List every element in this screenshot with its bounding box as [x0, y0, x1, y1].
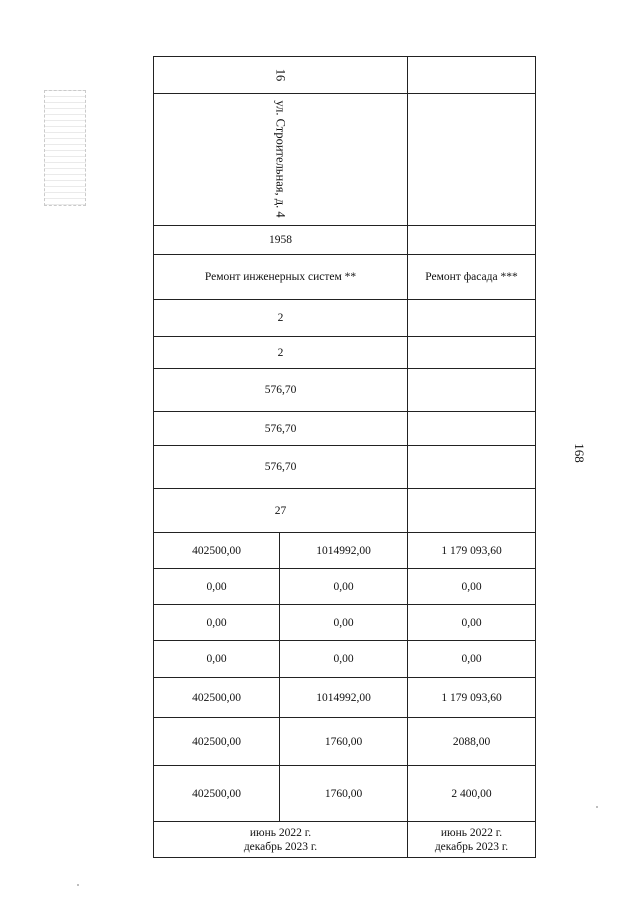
table-row [154, 337, 536, 369]
work-type-facade: Ремонт фасада *** [408, 255, 536, 300]
empty-cell [408, 300, 536, 337]
empty-cell [408, 337, 536, 369]
cost-cell: 2 400,00 [408, 766, 536, 822]
page-number [566, 442, 592, 464]
table-row [154, 446, 536, 489]
cost-cell: 0,00 [280, 641, 408, 678]
work-type-engineering: Ремонт инженерных систем ** [154, 255, 408, 300]
cost-cell: 402500,00 [154, 533, 280, 569]
stamp-mark [44, 90, 86, 206]
table-row [154, 489, 536, 533]
cost-cell: 1014992,00 [280, 678, 408, 718]
table-row [154, 300, 536, 337]
value-cell: 2 [154, 337, 408, 369]
cost-cell: 1760,00 [280, 718, 408, 766]
period-start: июнь 2022 г. [440, 826, 503, 839]
empty-cell [408, 94, 536, 226]
empty-cell [408, 412, 536, 446]
table-row [154, 822, 536, 858]
empty-cell [408, 489, 536, 533]
cost-cell: 0,00 [154, 641, 280, 678]
cost-cell: 0,00 [408, 569, 536, 605]
period-end: декабрь 2023 г. [243, 840, 318, 853]
period-cell [154, 822, 408, 858]
table-row [154, 57, 536, 94]
cost-cell: 0,00 [280, 605, 408, 641]
table-row [154, 569, 536, 605]
value-cell: 576,70 [154, 412, 408, 446]
scan-speck [596, 806, 598, 808]
cost-cell: 1014992,00 [280, 533, 408, 569]
cost-cell: 1760,00 [280, 766, 408, 822]
cost-cell: 2088,00 [408, 718, 536, 766]
cost-cell: 402500,00 [154, 678, 280, 718]
year-cell: 1958 [154, 226, 408, 255]
empty-cell [408, 226, 536, 255]
page-number-label: 168 [572, 443, 587, 463]
empty-cell [408, 369, 536, 412]
cost-cell: 0,00 [408, 605, 536, 641]
table-row [154, 533, 536, 569]
empty-cell [408, 57, 536, 94]
table-row [154, 226, 536, 255]
cost-cell: 0,00 [154, 605, 280, 641]
table-row [154, 718, 536, 766]
table-row [154, 605, 536, 641]
empty-cell [408, 446, 536, 489]
table-row [154, 766, 536, 822]
table-row [154, 641, 536, 678]
cost-cell: 402500,00 [154, 766, 280, 822]
table-row [154, 678, 536, 718]
cost-cell: 402500,00 [154, 718, 280, 766]
table-row [154, 369, 536, 412]
cost-cell: 0,00 [280, 569, 408, 605]
value-cell: 2 [154, 300, 408, 337]
value-cell: 27 [154, 489, 408, 533]
table-row [154, 412, 536, 446]
index-value: 16 [273, 68, 288, 81]
period-end: декабрь 2023 г. [434, 840, 509, 853]
value-cell: 576,70 [154, 446, 408, 489]
table-row [154, 94, 536, 226]
period-cell [408, 822, 536, 858]
cost-cell: 1 179 093,60 [408, 678, 536, 718]
index-cell [154, 57, 408, 94]
cost-cell: 0,00 [408, 641, 536, 678]
address-cell [154, 94, 408, 226]
value-cell: 576,70 [154, 369, 408, 412]
repair-table [153, 56, 536, 858]
period-start: июнь 2022 г. [249, 826, 312, 839]
cost-cell: 0,00 [154, 569, 280, 605]
scan-speck [77, 884, 79, 886]
cost-cell: 1 179 093,60 [408, 533, 536, 569]
address-value: ул. Строительная, д. 4 [273, 100, 288, 218]
table-row [154, 255, 536, 300]
